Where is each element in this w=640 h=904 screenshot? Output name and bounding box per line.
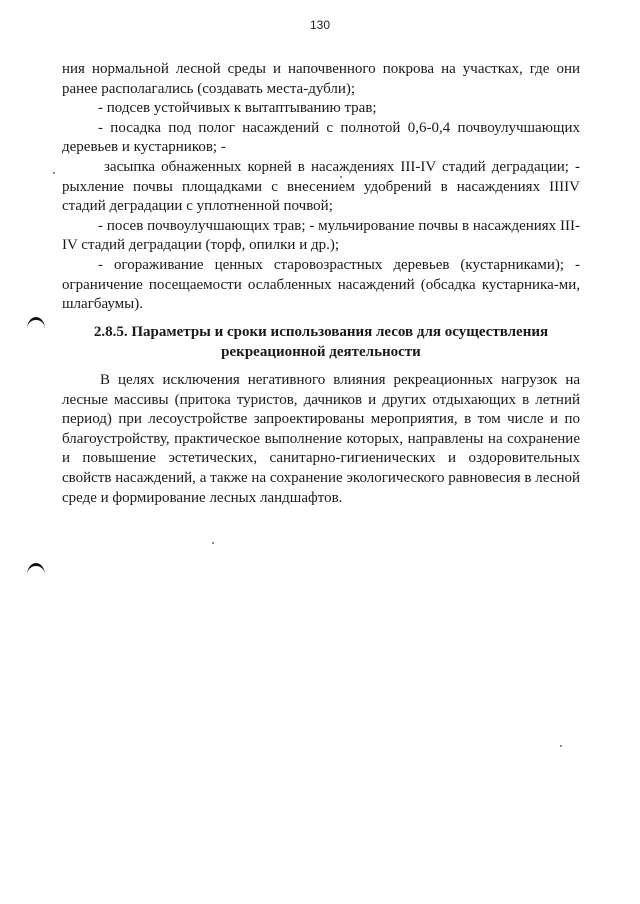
list-item-sowing: - подсев устойчивых к вытаптыванию трав; bbox=[98, 100, 377, 117]
paragraph-recreation: В целях исключения негативного влияния рекреационных нагрузок на лесные массивы (притока туристов, дачников и других отдыхающих в летний период) при лесоустройстве запроектированы мероприятия, в том числе и по благоустройству, практическое выполнение которых, направлены на сохранение и повышение эстетических, санитарно-гигиенических и оздоровительных свойств насаждений, а также на сохранение экологического равновесия в лесной среде и формирование лесных ландшафтов. bbox=[62, 372, 580, 506]
section-body bbox=[62, 371, 580, 508]
list-item-fencing: - огораживание ценных старовозрастных деревьев (кустарниками); - ограничение посещаемости ослабленных насаждений (обсадка кустарника-ми, шлагбаумы). bbox=[62, 256, 580, 313]
body-text-section bbox=[62, 60, 580, 315]
paragraph-continuation: ния нормальной лесной среды и напочвенного покрова на участках, где они ранее располагались (создавать места-дубли); bbox=[62, 61, 580, 97]
list-item-grass-mulching: - посев почвоулучшающих трав; - мульчирование почвы в насаждениях III-IV стадий деградации (торф, опилки и др.); bbox=[62, 217, 580, 254]
scan-speck bbox=[212, 542, 214, 544]
scan-speck bbox=[560, 745, 562, 747]
section-heading: 2.8.5. Параметры и сроки использования лесов для осуществления рекреационной деятельности bbox=[93, 324, 549, 360]
scan-speck bbox=[53, 172, 55, 174]
list-item-planting: - посадка под полог насаждений с полнотой 0,6-0,4 почвоулучшающих деревьев и кустарников; - bbox=[62, 119, 580, 156]
list-item-roots: засыпка обнаженных корней в насаждениях III-IV стадий деградации; - рыхление почвы площадками с внесением удобрений в насаждениях IIIIV стадий деградации с уплотненной почвой; bbox=[62, 158, 580, 215]
punch-hole-mark bbox=[27, 317, 45, 329]
page-number: 130 bbox=[309, 18, 331, 32]
scan-speck bbox=[340, 176, 342, 178]
punch-hole-mark bbox=[27, 563, 45, 575]
